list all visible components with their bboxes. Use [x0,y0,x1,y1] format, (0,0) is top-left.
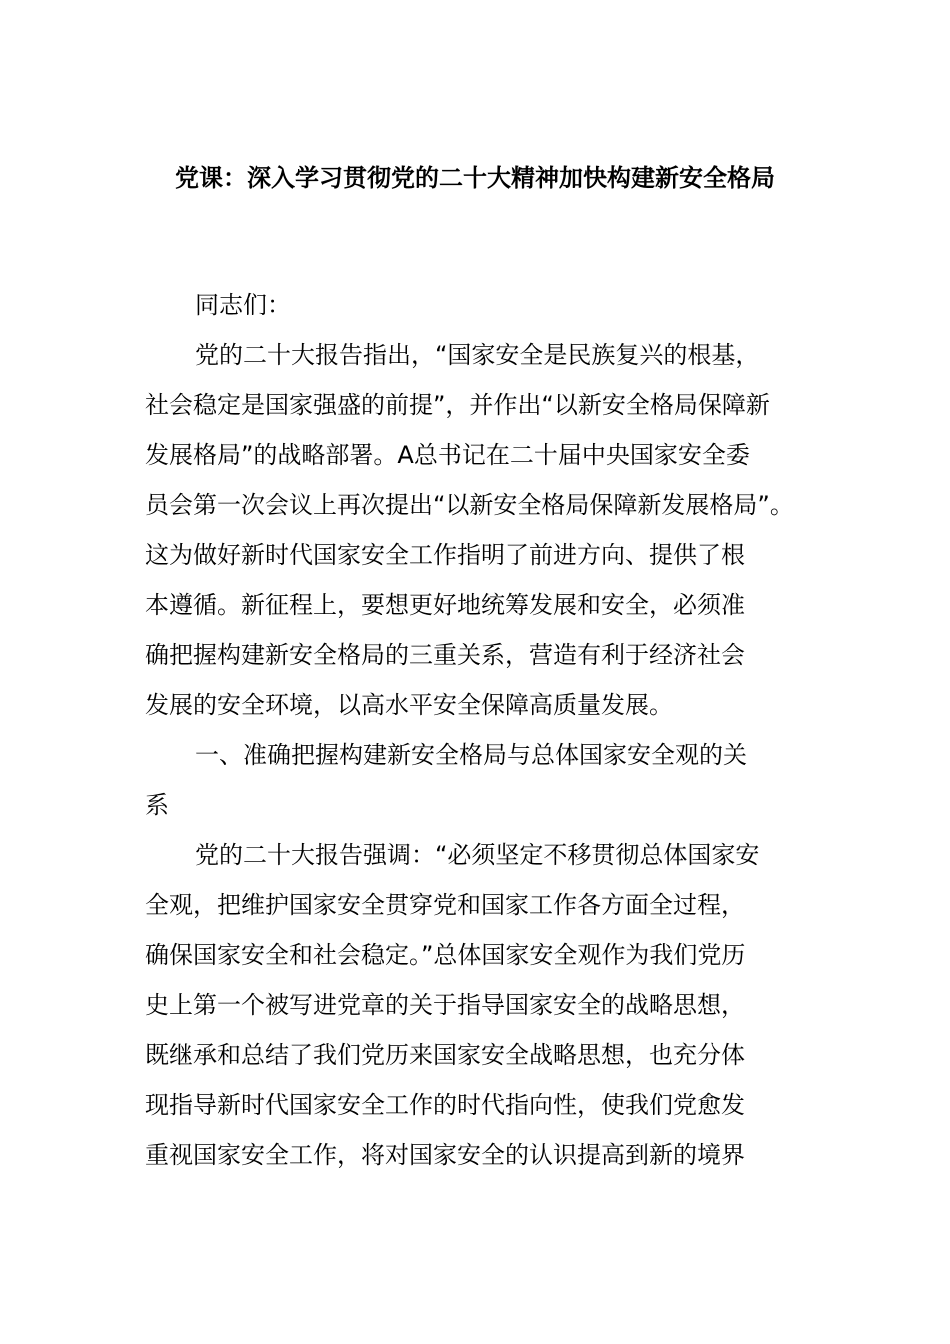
text-line: 既继承和总结了我们党历来国家安全战略思想，也充分体 [145,1041,745,1069]
text-line: 确把握构建新安全格局的三重关系，营造有利于经济社会 [145,641,745,669]
text-line: 本遵循。新征程上，要想更好地统筹发展和安全，必须准 [145,591,745,619]
text-line: 现指导新时代国家安全工作的时代指向性，使我们党愈发 [145,1091,745,1119]
text-line: 同志们： [195,291,291,319]
text-line: 这为做好新时代国家安全工作指明了前进方向、提供了根 [145,541,745,569]
text-line: 党的二十大报告指出，“国家安全是民族复兴的根基， [195,341,760,369]
text-line: 全观，把维护国家安全贯穿党和国家工作各方面全过程， [145,891,745,919]
text-line: 发展格局”的战略部署。A总书记在二十届中央国家安全委 [145,441,750,469]
text-line: 发展的安全环境，以高水平安全保障高质量发展。 [145,691,673,719]
text-line: 员会第一次会议上再次提出“以新安全格局保障新发展格局”。 [145,491,794,519]
text-line: 社会稳定是国家强盛的前提”，并作出“以新安全格局保障新 [145,391,770,419]
text-line: 一、准确把握构建新安全格局与总体国家安全观的关 [195,741,747,769]
text-line: 党的二十大报告强调：“必须坚定不移贯彻总体国家安 [195,841,760,869]
document-body [145,280,815,1180]
document-title: 党课：深入学习贯彻党的二十大精神加快构建新安全格局 [175,164,775,192]
text-line: 确保国家安全和社会稳定。”总体国家安全观作为我们党历 [145,941,746,969]
text-line: 重视国家安全工作，将对国家安全的认识提高到新的境界 [145,1141,745,1169]
text-line: 史上第一个被写进党章的关于指导国家安全的战略思想， [145,991,745,1019]
text-line: 系 [145,791,169,819]
